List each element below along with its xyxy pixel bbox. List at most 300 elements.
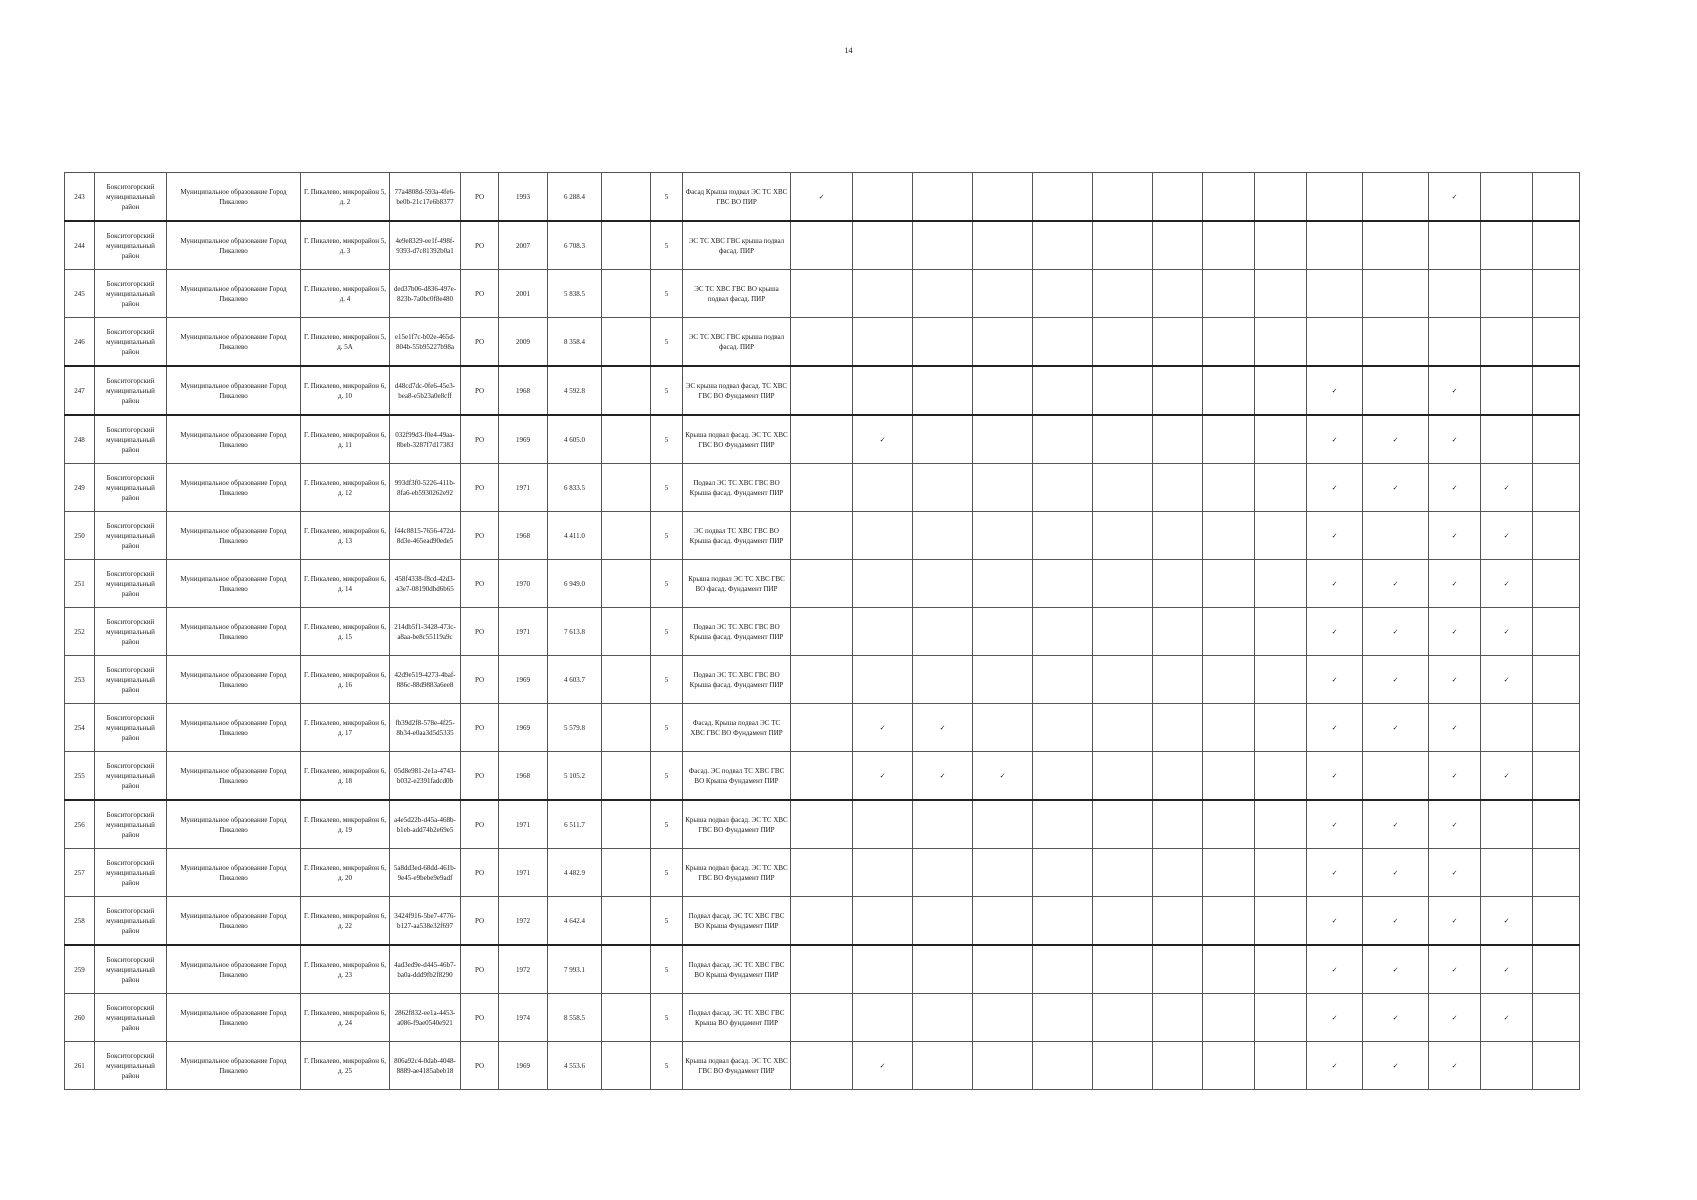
work-flag-cell [853,608,913,656]
work-flag-cell [791,994,853,1042]
check-mark-icon: ✓ [1363,849,1429,897]
work-flag-cell [1203,945,1255,994]
works-list-cell: Подвал фасад. ЭС ТС ХВС ГВС ВО Крыша Фундамент ПИР [683,945,791,994]
work-flag-cell [1429,270,1481,318]
work-flag-cell [791,512,853,560]
works-list-cell: Крыша подвал фасад. ЭС ТС ХВС ГВС ВО Фундамент ПИР [683,849,791,897]
work-flag-cell [1255,560,1307,608]
table-row [65,849,1580,897]
work-flag-cell [1429,318,1481,367]
work-flag-cell [1533,366,1580,415]
municipal-district-cell: Бокситогорский муниципальный район [95,221,167,270]
check-mark-icon: ✓ [1363,560,1429,608]
check-mark-icon: ✓ [1481,512,1533,560]
work-flag-cell [1093,366,1153,415]
settlement-cell: Муниципальное образование Город Пикалево [167,897,301,946]
area-cell: 4 642.4 [548,897,602,946]
table-row [65,318,1580,367]
work-flag-cell [973,318,1033,367]
work-flag-cell [1481,270,1533,318]
work-flag-cell [1093,560,1153,608]
work-flag-cell [791,366,853,415]
work-flag-cell [853,221,913,270]
empty-cell [602,897,651,946]
check-mark-icon: ✓ [1481,464,1533,512]
work-flag-cell [913,560,973,608]
row-number-cell: 251 [65,560,95,608]
settlement-cell: Муниципальное образование Город Пикалево [167,1042,301,1090]
area-cell: 6 511.7 [548,800,602,849]
work-flag-cell [913,897,973,946]
row-number-cell: 243 [65,173,95,222]
build-year-cell: 1968 [499,512,548,560]
check-mark-icon: ✓ [1481,608,1533,656]
work-flag-cell [1153,464,1203,512]
work-flag-cell [973,897,1033,946]
area-cell: 4 553.6 [548,1042,602,1090]
fund-type-cell: РО [461,608,499,656]
work-flag-cell [913,318,973,367]
guid-cell: 2862f832-ee1a-4453-a086-f9ae0540e921 [390,994,461,1042]
work-flag-cell [1093,1042,1153,1090]
work-flag-cell [1255,221,1307,270]
build-year-cell: 1969 [499,704,548,752]
settlement-cell: Муниципальное образование Город Пикалево [167,656,301,704]
address-cell: Г. Пикалево, микрорайон 6, д. 15 [301,608,390,656]
check-mark-icon: ✓ [1363,800,1429,849]
work-flag-cell [1093,704,1153,752]
work-flag-cell [1203,318,1255,367]
settlement-cell: Муниципальное образование Город Пикалево [167,560,301,608]
area-cell: 7 613.8 [548,608,602,656]
settlement-cell: Муниципальное образование Город Пикалево [167,945,301,994]
work-flag-cell [1481,173,1533,222]
guid-cell: f44c8815-7656-472d-8d3e-465ead90ede5 [390,512,461,560]
address-cell: Г. Пикалево, микрорайон 6, д. 20 [301,849,390,897]
address-cell: Г. Пикалево, микрорайон 6, д. 16 [301,656,390,704]
work-flag-cell [1533,945,1580,994]
guid-cell: d48cd7dc-0fe6-45e3-bea8-e5b23a0e8cff [390,366,461,415]
check-mark-icon: ✓ [1363,415,1429,464]
work-flag-cell [853,560,913,608]
works-list-cell: Крыша подвал фасад. ЭС ТС ХВС ГВС ВО Фундамент ПИР [683,800,791,849]
check-mark-icon: ✓ [1429,415,1481,464]
work-flag-cell [1203,270,1255,318]
work-flag-cell [1533,704,1580,752]
work-flag-cell [1533,752,1580,801]
address-cell: Г. Пикалево, микрорайон 6, д. 23 [301,945,390,994]
work-flag-cell [1533,608,1580,656]
guid-cell: 77a4808d-593a-4fe6-be0b-21c17e6b8377 [390,173,461,222]
fund-type-cell: РО [461,560,499,608]
work-flag-cell [853,656,913,704]
work-flag-cell [913,994,973,1042]
floors-cell: 5 [651,173,683,222]
table-row [65,366,1580,415]
work-flag-cell [1093,173,1153,222]
floors-cell: 5 [651,849,683,897]
table-row [65,173,1580,222]
build-year-cell: 1969 [499,1042,548,1090]
settlement-cell: Муниципальное образование Город Пикалево [167,366,301,415]
work-flag-cell [973,173,1033,222]
address-cell: Г. Пикалево, микрорайон 5, д. 5А [301,318,390,367]
build-year-cell: 1974 [499,994,548,1042]
check-mark-icon: ✓ [1429,994,1481,1042]
work-flag-cell [1033,704,1093,752]
check-mark-icon: ✓ [1429,656,1481,704]
work-flag-cell [853,318,913,367]
check-mark-icon: ✓ [1481,560,1533,608]
work-flag-cell [1307,318,1363,367]
check-mark-icon: ✓ [1307,1042,1363,1090]
municipal-district-cell: Бокситогорский муниципальный район [95,464,167,512]
work-flag-cell [1153,752,1203,801]
fund-type-cell: РО [461,704,499,752]
work-flag-cell [1203,849,1255,897]
work-flag-cell [1533,173,1580,222]
guid-cell: fb39d2f8-578e-4f25-8b34-e0aa3d5d5335 [390,704,461,752]
check-mark-icon: ✓ [791,173,853,222]
check-mark-icon: ✓ [1363,897,1429,946]
check-mark-icon: ✓ [913,752,973,801]
work-flag-cell [853,800,913,849]
work-flag-cell [1533,560,1580,608]
floors-cell: 5 [651,366,683,415]
row-number-cell: 253 [65,656,95,704]
settlement-cell: Муниципальное образование Город Пикалево [167,752,301,801]
table-row [65,704,1580,752]
check-mark-icon: ✓ [1429,173,1481,222]
work-flag-cell [1093,897,1153,946]
work-flag-cell [1153,366,1203,415]
work-flag-cell [1203,897,1255,946]
work-flag-cell [853,849,913,897]
municipal-district-cell: Бокситогорский муниципальный район [95,849,167,897]
address-cell: Г. Пикалево, микрорайон 6, д. 18 [301,752,390,801]
work-flag-cell [791,800,853,849]
work-flag-cell [1153,608,1203,656]
fund-type-cell: РО [461,415,499,464]
area-cell: 5 838.5 [548,270,602,318]
work-flag-cell [853,994,913,1042]
guid-cell: 4e9e8329-ee1f-498f-9393-d7c81392b0a1 [390,221,461,270]
work-flag-cell [791,560,853,608]
work-flag-cell [1481,366,1533,415]
area-cell: 4 592.8 [548,366,602,415]
work-flag-cell [1255,464,1307,512]
work-flag-cell [973,560,1033,608]
work-flag-cell [1255,512,1307,560]
check-mark-icon: ✓ [1363,464,1429,512]
work-flag-cell [791,945,853,994]
check-mark-icon: ✓ [913,704,973,752]
work-flag-cell [1255,945,1307,994]
work-flag-cell [973,366,1033,415]
municipal-district-cell: Бокситогорский муниципальный район [95,1042,167,1090]
settlement-cell: Муниципальное образование Город Пикалево [167,512,301,560]
work-flag-cell [1033,366,1093,415]
table-row [65,415,1580,464]
housing-register-table [64,172,1580,1090]
work-flag-cell [1363,752,1429,801]
work-flag-cell [791,464,853,512]
work-flag-cell [1255,173,1307,222]
work-flag-cell [913,415,973,464]
work-flag-cell [1153,512,1203,560]
address-cell: Г. Пикалево, микрорайон 6, д. 25 [301,1042,390,1090]
work-flag-cell [1093,318,1153,367]
floors-cell: 5 [651,270,683,318]
settlement-cell: Муниципальное образование Город Пикалево [167,608,301,656]
work-flag-cell [1533,270,1580,318]
area-cell: 6 949.0 [548,560,602,608]
floors-cell: 5 [651,800,683,849]
floors-cell: 5 [651,752,683,801]
build-year-cell: 1972 [499,897,548,946]
floors-cell: 5 [651,560,683,608]
work-flag-cell [1363,366,1429,415]
work-flag-cell [1255,849,1307,897]
table-row [65,897,1580,946]
work-flag-cell [1203,656,1255,704]
work-flag-cell [1363,173,1429,222]
fund-type-cell: РО [461,1042,499,1090]
work-flag-cell [1203,221,1255,270]
work-flag-cell [973,704,1033,752]
work-flag-cell [1153,800,1203,849]
area-cell: 8 358.4 [548,318,602,367]
check-mark-icon: ✓ [1307,560,1363,608]
check-mark-icon: ✓ [1481,656,1533,704]
table-row [65,608,1580,656]
work-flag-cell [1033,608,1093,656]
check-mark-icon: ✓ [1429,704,1481,752]
row-number-cell: 250 [65,512,95,560]
fund-type-cell: РО [461,464,499,512]
work-flag-cell [1255,752,1307,801]
settlement-cell: Муниципальное образование Город Пикалево [167,800,301,849]
work-flag-cell [1033,752,1093,801]
work-flag-cell [853,512,913,560]
work-flag-cell [973,849,1033,897]
work-flag-cell [853,897,913,946]
table-row [65,752,1580,801]
area-cell: 6 708.3 [548,221,602,270]
build-year-cell: 1972 [499,945,548,994]
municipal-district-cell: Бокситогорский муниципальный район [95,800,167,849]
row-number-cell: 246 [65,318,95,367]
table-row [65,994,1580,1042]
works-list-cell: Крыша подвал ЭС ТС ХВС ГВС ВО фасад. Фундамент ПИР [683,560,791,608]
work-flag-cell [1533,221,1580,270]
area-cell: 4 605.0 [548,415,602,464]
work-flag-cell [1255,608,1307,656]
work-flag-cell [1093,752,1153,801]
works-list-cell: Подвал ЭС ТС ХВС ГВС ВО Крыша фасад. Фундамент ПИР [683,608,791,656]
empty-cell [602,512,651,560]
municipal-district-cell: Бокситогорский муниципальный район [95,656,167,704]
check-mark-icon: ✓ [1307,897,1363,946]
empty-cell [602,1042,651,1090]
work-flag-cell [913,221,973,270]
work-flag-cell [1533,512,1580,560]
guid-cell: 458f4338-f8cd-42d3-a3e7-08190dbd6b65 [390,560,461,608]
work-flag-cell [791,415,853,464]
work-flag-cell [1203,512,1255,560]
works-list-cell: Фасад Крыша подвал ЭС ТС ХВС ГВС ВО ПИР [683,173,791,222]
floors-cell: 5 [651,608,683,656]
work-flag-cell [973,1042,1033,1090]
work-flag-cell [913,366,973,415]
work-flag-cell [1203,608,1255,656]
municipal-district-cell: Бокситогорский муниципальный район [95,994,167,1042]
work-flag-cell [1153,656,1203,704]
municipal-district-cell: Бокситогорский муниципальный район [95,173,167,222]
work-flag-cell [1203,704,1255,752]
work-flag-cell [1153,704,1203,752]
build-year-cell: 2001 [499,270,548,318]
row-number-cell: 254 [65,704,95,752]
floors-cell: 5 [651,464,683,512]
address-cell: Г. Пикалево, микрорайон 6, д. 10 [301,366,390,415]
address-cell: Г. Пикалево, микрорайон 6, д. 24 [301,994,390,1042]
work-flag-cell [1153,849,1203,897]
work-flag-cell [1533,464,1580,512]
work-flag-cell [1481,318,1533,367]
check-mark-icon: ✓ [1429,945,1481,994]
guid-cell: 4ad3ed9e-d445-46b7-ba0a-ddd9fb2f8290 [390,945,461,994]
fund-type-cell: РО [461,318,499,367]
row-number-cell: 249 [65,464,95,512]
guid-cell: 5a8dd3ed-68dd-461b-9e45-e9bebe9e9adf [390,849,461,897]
address-cell: Г. Пикалево, микрорайон 5, д. 3 [301,221,390,270]
works-list-cell: Крыша подвал фасад. ЭС ТС ХВС ГВС ВО Фундамент ПИР [683,1042,791,1090]
works-list-cell: ЭС ТС ХВС ГВС крыша подвал фасад. ПИР [683,221,791,270]
work-flag-cell [1033,415,1093,464]
work-flag-cell [1093,221,1153,270]
guid-cell: a4e5d22b-d45a-468b-b1eb-add74b2e69e5 [390,800,461,849]
work-flag-cell [1203,366,1255,415]
work-flag-cell [1203,752,1255,801]
settlement-cell: Муниципальное образование Город Пикалево [167,994,301,1042]
work-flag-cell [791,849,853,897]
check-mark-icon: ✓ [1307,752,1363,801]
work-flag-cell [1481,221,1533,270]
build-year-cell: 1969 [499,415,548,464]
area-cell: 4 411.0 [548,512,602,560]
area-cell: 6 288.4 [548,173,602,222]
check-mark-icon: ✓ [1307,994,1363,1042]
empty-cell [602,752,651,801]
check-mark-icon: ✓ [1429,752,1481,801]
row-number-cell: 248 [65,415,95,464]
build-year-cell: 1968 [499,752,548,801]
work-flag-cell [1481,1042,1533,1090]
check-mark-icon: ✓ [973,752,1033,801]
work-flag-cell [1363,512,1429,560]
work-flag-cell [1255,270,1307,318]
build-year-cell: 1971 [499,849,548,897]
check-mark-icon: ✓ [1307,512,1363,560]
fund-type-cell: РО [461,945,499,994]
guid-cell: ded37b06-d836-497e-823b-7a0bc0f8e480 [390,270,461,318]
work-flag-cell [1307,173,1363,222]
build-year-cell: 1970 [499,560,548,608]
check-mark-icon: ✓ [1307,849,1363,897]
work-flag-cell [973,270,1033,318]
work-flag-cell [853,173,913,222]
work-flag-cell [1033,945,1093,994]
municipal-district-cell: Бокситогорский муниципальный район [95,897,167,946]
table-row [65,464,1580,512]
work-flag-cell [1481,704,1533,752]
work-flag-cell [1033,800,1093,849]
floors-cell: 5 [651,704,683,752]
floors-cell: 5 [651,221,683,270]
check-mark-icon: ✓ [1429,560,1481,608]
row-number-cell: 256 [65,800,95,849]
work-flag-cell [791,608,853,656]
work-flag-cell [1481,415,1533,464]
floors-cell: 5 [651,656,683,704]
works-list-cell: ЭС ТС ХВС ГВС ВО крыша подвал фасад. ПИР [683,270,791,318]
work-flag-cell [973,512,1033,560]
check-mark-icon: ✓ [1363,1042,1429,1090]
municipal-district-cell: Бокситогорский муниципальный район [95,704,167,752]
work-flag-cell [1153,173,1203,222]
floors-cell: 5 [651,994,683,1042]
municipal-district-cell: Бокситогорский муниципальный район [95,270,167,318]
municipal-district-cell: Бокситогорский муниципальный район [95,415,167,464]
work-flag-cell [913,270,973,318]
work-flag-cell [1033,221,1093,270]
address-cell: Г. Пикалево, микрорайон 5, д. 4 [301,270,390,318]
fund-type-cell: РО [461,366,499,415]
settlement-cell: Муниципальное образование Город Пикалево [167,221,301,270]
work-flag-cell [973,800,1033,849]
check-mark-icon: ✓ [1429,464,1481,512]
work-flag-cell [1093,415,1153,464]
check-mark-icon: ✓ [1481,945,1533,994]
floors-cell: 5 [651,1042,683,1090]
row-number-cell: 255 [65,752,95,801]
area-cell: 4 603.7 [548,656,602,704]
work-flag-cell [973,415,1033,464]
row-number-cell: 259 [65,945,95,994]
work-flag-cell [1153,1042,1203,1090]
settlement-cell: Муниципальное образование Город Пикалево [167,704,301,752]
check-mark-icon: ✓ [1481,897,1533,946]
build-year-cell: 1969 [499,656,548,704]
check-mark-icon: ✓ [1363,656,1429,704]
work-flag-cell [1255,800,1307,849]
work-flag-cell [1033,849,1093,897]
work-flag-cell [791,656,853,704]
work-flag-cell [1153,415,1203,464]
work-flag-cell [791,270,853,318]
work-flag-cell [853,464,913,512]
work-flag-cell [1481,800,1533,849]
work-flag-cell [1153,994,1203,1042]
work-flag-cell [1255,1042,1307,1090]
fund-type-cell: РО [461,512,499,560]
fund-type-cell: РО [461,270,499,318]
empty-cell [602,366,651,415]
table-row [65,512,1580,560]
work-flag-cell [1533,994,1580,1042]
row-number-cell: 245 [65,270,95,318]
